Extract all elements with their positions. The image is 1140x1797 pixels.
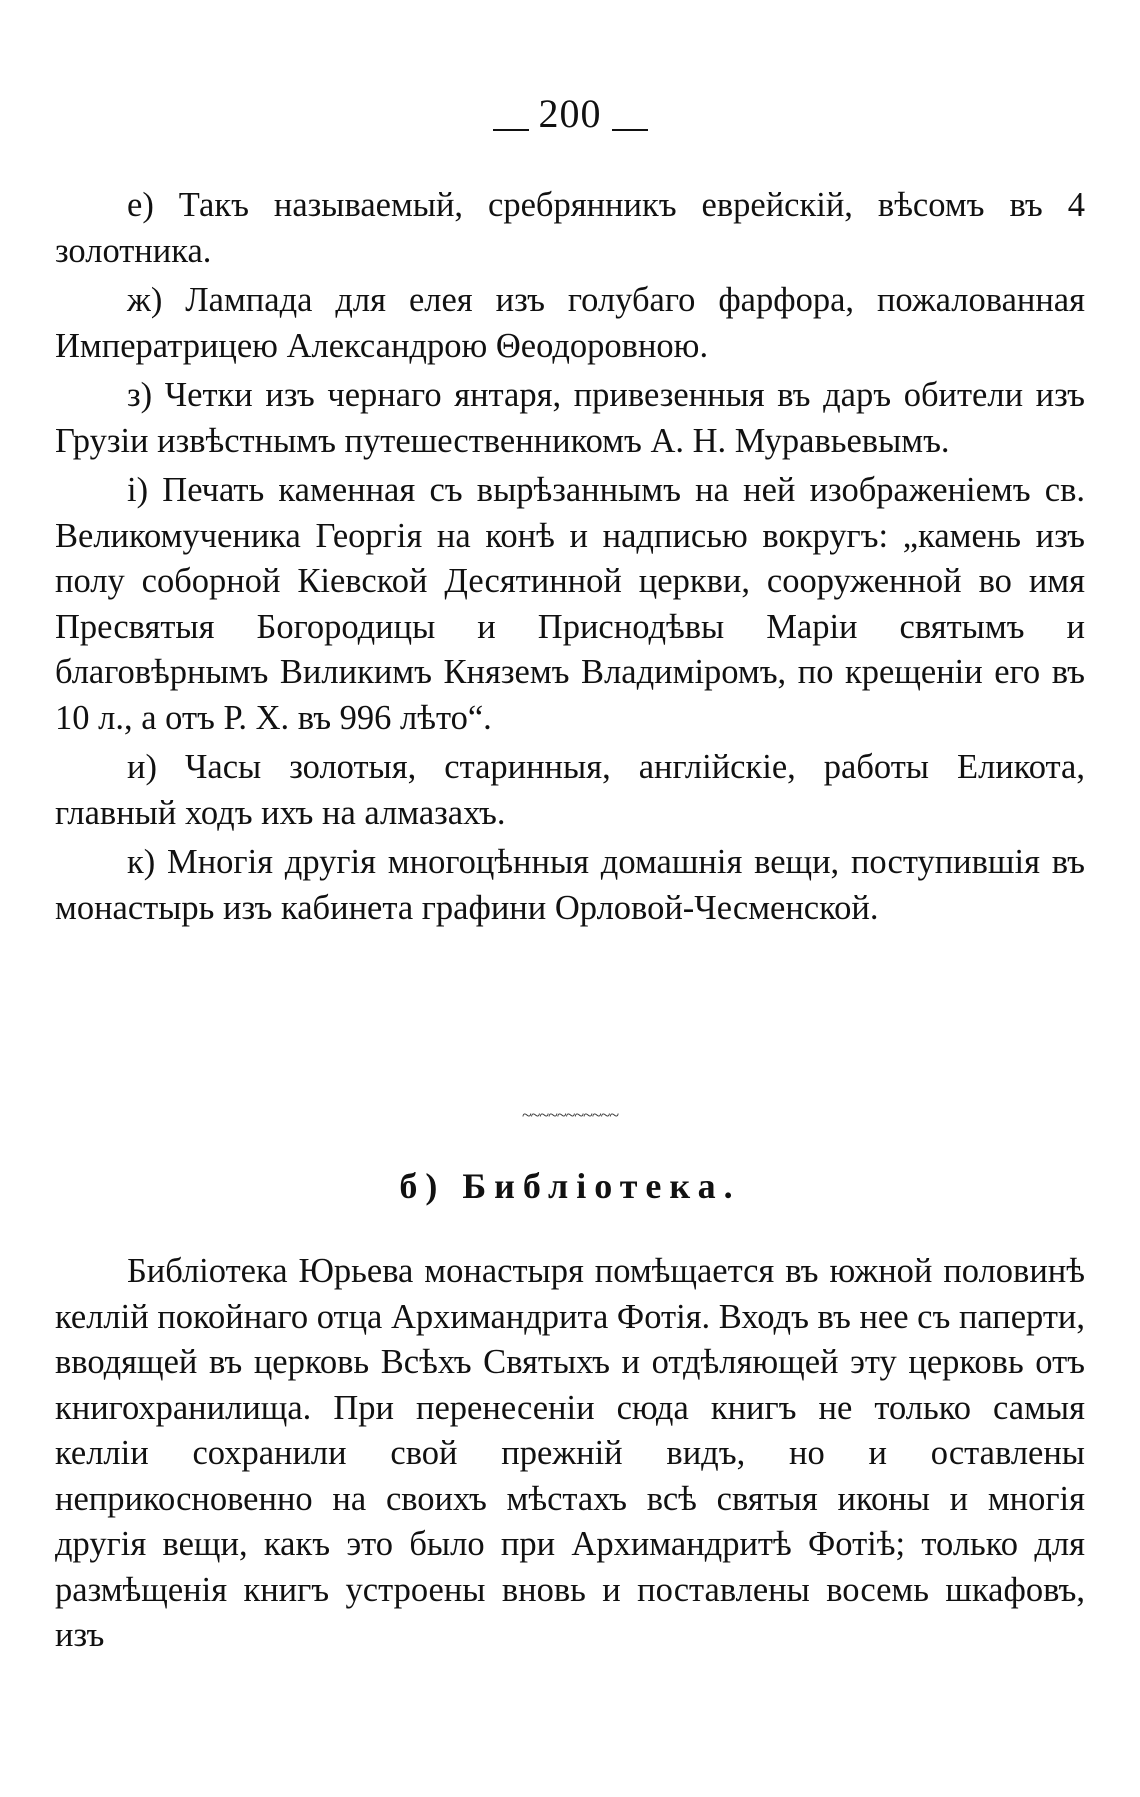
header-rule-left: [493, 129, 529, 131]
page-header: [0, 90, 1140, 137]
item-k: к) Многія другія многоцѣнныя домашнія вещи, поступившія въ монастырь изъ кабинета графини Орловой-Чесменской.: [55, 843, 1085, 927]
section-divider-ornament: ~~~~~~~~~~~: [521, 1105, 619, 1125]
section-title: б) Библіотека.: [399, 1166, 741, 1206]
item-z: з) Четки изъ чернаго янтаря, привезенныя въ даръ обители изъ Грузіи извѣстнымъ путешественникомъ А. Н. Муравьевымъ.: [55, 376, 1085, 460]
item-zh: ж) Лампада для елея изъ голубаго фарфора, пожалованная Императрицею Александрою Θеодоровною.: [55, 281, 1085, 365]
library-section: [55, 1249, 1085, 1659]
items-list: [55, 183, 1085, 935]
header-rule-right: [612, 129, 648, 131]
page-number: 200: [538, 91, 602, 136]
item-e: е) Такъ называемый, сребрянникъ еврейскій, вѣсомъ въ 4 золотника.: [55, 186, 1085, 270]
item-i-decimal: і) Печать каменная съ вырѣзаннымъ на ней изображеніемъ св. Великомученика Георгія на конѣ и надписью вокругъ: „камень изъ полу соборной Кіевской Десятинной церкви, сооруженной во имя Пресвятыя Богородицы и Приснодѣвы Маріи святымъ и благовѣрнымъ Виликимъ Княземъ Владиміромъ, по крещеніи его въ 10 л., а отъ Р. Х. въ 996 лѣто“.: [55, 471, 1085, 737]
library-paragraph: Библіотека Юрьева монастыря помѣщается въ южной половинѣ келлій покойнаго отца Архимандрита Фотія. Входъ въ нее съ паперти, вводящей въ церковь Всѣхъ Святыхъ и отдѣляющей эту церковь отъ книгохранилища. При перенесеніи сюда книгъ не только самыя келліи сохранили свой прежній видъ, но и оставлены неприкосновенно на своихъ мѣстахъ всѣ святыя иконы и многія другія вещи, какъ это было при Архимандритѣ Фотіѣ; только для размѣщенія книгъ устроены вновь и поставлены восемь шкафовъ, изъ: [55, 1252, 1085, 1654]
item-i: и) Часы золотыя, старинныя, англійскіе, работы Еликота, главный ходъ ихъ на алмазахъ.: [55, 748, 1085, 832]
